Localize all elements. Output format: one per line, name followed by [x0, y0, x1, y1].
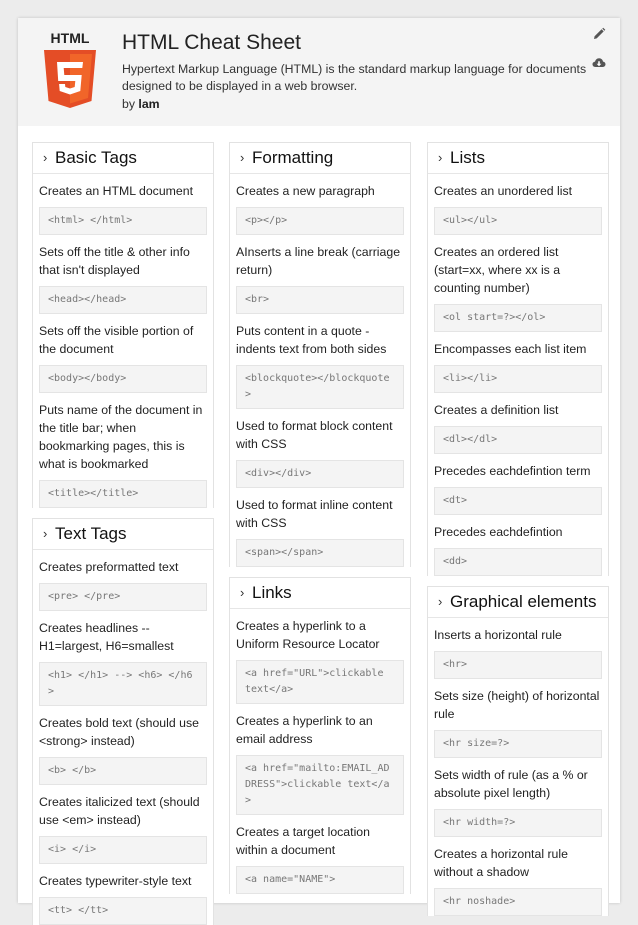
- code-snippet: <h1> </h1> --> <h6> </h6>: [39, 662, 207, 706]
- column-2: [229, 142, 411, 894]
- html5-logo: [42, 30, 98, 110]
- list-item: Creates a hyperlink to a Uniform Resource Locator <a href="URL">clickable text</a>: [230, 609, 410, 704]
- list-item: Encompasses each list item <li></li>: [428, 332, 608, 393]
- code-snippet: <hr>: [434, 651, 602, 679]
- code-snippet: <pre> </pre>: [39, 583, 207, 611]
- chevron-right-icon: ›: [43, 150, 48, 165]
- list-item: Creates a horizontal rule without a shadow <hr noshade>: [428, 837, 608, 916]
- list-item: Precedes eachdefintion term <dt>: [428, 454, 608, 515]
- cheat-sheet-page: [18, 18, 620, 916]
- code-snippet: <html> </html>: [39, 207, 207, 235]
- list-item: Sets off the title & other info that isn't displayed <head></head>: [33, 235, 213, 314]
- section-formatting: [229, 142, 411, 567]
- code-snippet: <b> </b>: [39, 757, 207, 785]
- column-1: [32, 142, 214, 925]
- section-header[interactable]: › Basic Tags: [33, 143, 213, 174]
- code-snippet: <a href="URL">clickable text</a>: [236, 660, 404, 704]
- list-item: Inserts a horizontal rule <hr>: [428, 618, 608, 679]
- code-snippet: <a href="mailto:EMAIL_ADDRESS">clickable text</a>: [236, 755, 404, 815]
- chevron-right-icon: ›: [438, 150, 443, 165]
- by-label: by: [122, 97, 135, 111]
- header: [18, 18, 620, 126]
- code-snippet: <dl></dl>: [434, 426, 602, 454]
- section-links: [229, 577, 411, 894]
- code-snippet: <i> </i>: [39, 836, 207, 864]
- author-line: [122, 97, 160, 111]
- chevron-right-icon: ›: [240, 585, 245, 600]
- list-item: Sets off the visible portion of the document <body></body>: [33, 314, 213, 393]
- section-basic-tags: [32, 142, 214, 508]
- chevron-right-icon: ›: [438, 594, 443, 609]
- list-item: Used to format inline content with CSS <span></span>: [230, 488, 410, 567]
- code-snippet: <a name="NAME">: [236, 866, 404, 894]
- list-item: Precedes eachdefintion <dd>: [428, 515, 608, 576]
- code-snippet: <hr noshade>: [434, 888, 602, 916]
- section-header[interactable]: › Lists: [428, 143, 608, 174]
- section-graphical-elements: [427, 586, 609, 916]
- code-snippet: <tt> </tt>: [39, 897, 207, 925]
- list-item: Creates bold text (should use <strong> instead) <b> </b>: [33, 706, 213, 785]
- list-item: Creates typewriter-style text <tt> </tt>: [33, 864, 213, 925]
- page-title: HTML Cheat Sheet: [122, 31, 301, 54]
- author-link[interactable]: lam: [138, 97, 160, 111]
- pencil-icon[interactable]: [592, 27, 606, 41]
- section-header[interactable]: › Graphical elements: [428, 587, 608, 618]
- code-snippet: <br>: [236, 286, 404, 314]
- chevron-right-icon: ›: [43, 526, 48, 541]
- cloud-download-icon[interactable]: [592, 56, 606, 70]
- column-3: [427, 142, 609, 916]
- list-item: Creates preformatted text <pre> </pre>: [33, 550, 213, 611]
- code-snippet: <hr width=?>: [434, 809, 602, 837]
- list-item: Creates italicized text (should use <em> instead) <i> </i>: [33, 785, 213, 864]
- code-snippet: <dt>: [434, 487, 602, 515]
- code-snippet: <title></title>: [39, 480, 207, 508]
- svg-text:HTML: HTML: [50, 30, 90, 46]
- list-item: AInserts a line break (carriage return) <br>: [230, 235, 410, 314]
- list-item: Creates an ordered list (start=xx, where xx is a counting number) <ol start=?></ol>: [428, 235, 608, 332]
- section-header[interactable]: › Formatting: [230, 143, 410, 174]
- code-snippet: <p></p>: [236, 207, 404, 235]
- section-lists: [427, 142, 609, 576]
- code-snippet: <dd>: [434, 548, 602, 576]
- list-item: Creates an HTML document <html> </html>: [33, 174, 213, 235]
- list-item: Creates headlines -- H1=largest, H6=smallest <h1> </h1> --> <h6> </h6>: [33, 611, 213, 706]
- list-item: Creates a definition list <dl></dl>: [428, 393, 608, 454]
- code-snippet: <hr size=?>: [434, 730, 602, 758]
- list-item: Sets width of rule (as a % or absolute pixel length) <hr width=?>: [428, 758, 608, 837]
- list-item: Puts content in a quote - indents text from both sides <blockquote></blockquote>: [230, 314, 410, 409]
- section-header[interactable]: › Text Tags: [33, 519, 213, 550]
- list-item: Creates a hyperlink to an email address <a href="mailto:EMAIL_ADDRESS">clickable text</a>: [230, 704, 410, 815]
- code-snippet: <ul></ul>: [434, 207, 602, 235]
- chevron-right-icon: ›: [240, 150, 245, 165]
- list-item: Creates a target location within a document <a name="NAME">: [230, 815, 410, 894]
- list-item: Creates a new paragraph <p></p>: [230, 174, 410, 235]
- code-snippet: <span></span>: [236, 539, 404, 567]
- section-header[interactable]: › Links: [230, 578, 410, 609]
- list-item: Creates an unordered list <ul></ul>: [428, 174, 608, 235]
- list-item: Sets size (height) of horizontal rule <hr size=?>: [428, 679, 608, 758]
- code-snippet: <div></div>: [236, 460, 404, 488]
- list-item: Puts name of the document in the title bar; when bookmarking pages, this is what is bookmarked <title></title>: [33, 393, 213, 508]
- code-snippet: <ol start=?></ol>: [434, 304, 602, 332]
- code-snippet: <body></body>: [39, 365, 207, 393]
- code-snippet: <li></li>: [434, 365, 602, 393]
- section-text-tags: [32, 518, 214, 925]
- list-item: Used to format block content with CSS <div></div>: [230, 409, 410, 488]
- page-description: Hypertext Markup Language (HTML) is the standard markup language for documents designed to be displayed in a web browser.: [122, 62, 587, 93]
- code-snippet: <head></head>: [39, 286, 207, 314]
- code-snippet: <blockquote></blockquote>: [236, 365, 404, 409]
